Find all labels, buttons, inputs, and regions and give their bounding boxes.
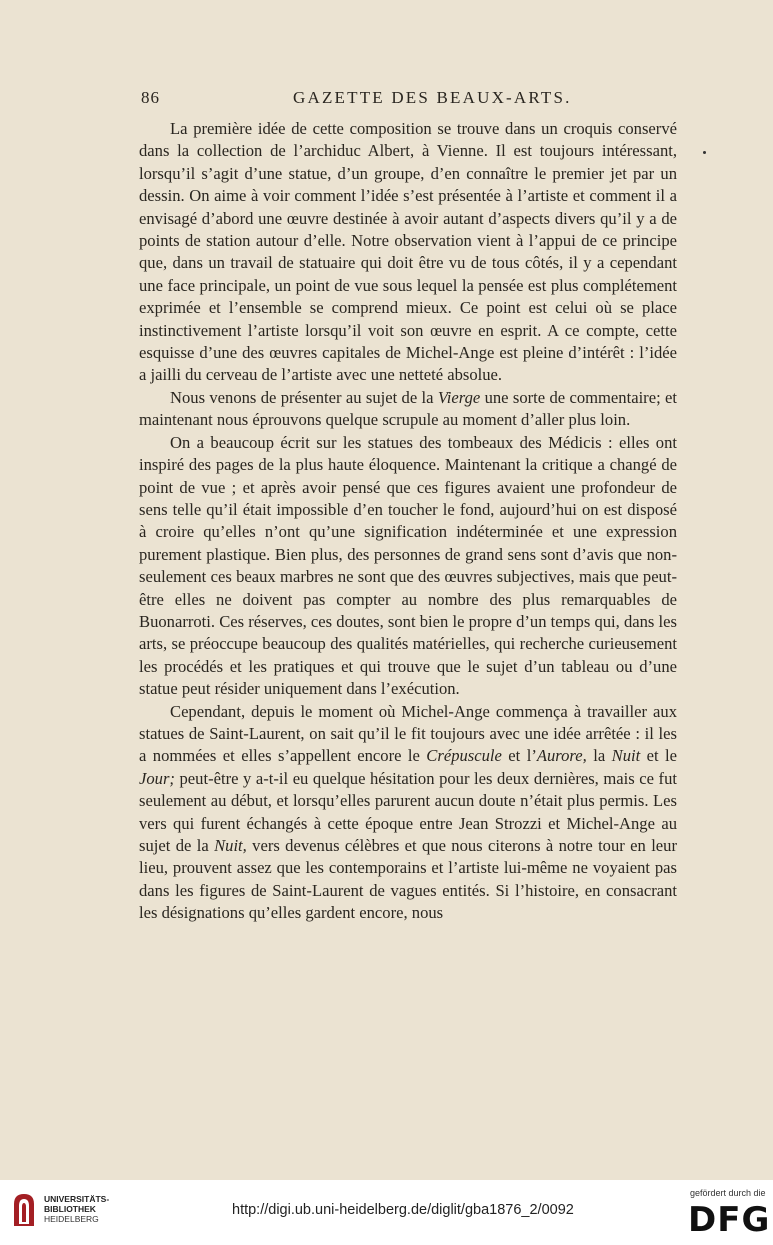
italic-term: Jour; (139, 768, 175, 788)
page-header (141, 88, 671, 112)
text-run: et l’ (501, 746, 537, 766)
text-run: et le (640, 746, 678, 766)
library-name-line1: UNIVERSITÄTS- (44, 1194, 110, 1204)
university-library-logo-icon (10, 1190, 38, 1230)
running-title: GAZETTE DES BEAUX-ARTS. (293, 88, 572, 107)
paragraph (139, 118, 677, 387)
italic-term: Vierge (437, 387, 481, 407)
paragraph (139, 432, 677, 701)
paragraph (139, 701, 677, 925)
italic-term: Aurore, (536, 746, 587, 766)
library-name-line2: BIBLIOTHEK (44, 1204, 96, 1214)
footer (0, 1180, 773, 1245)
text-run: vers devenus célèbres et que nous citerons à notre tour en leur lieu, prouvent assez que les contemporains et l’artiste lui-même ne voyaient pas dans les figures de Saint-Laurent de vagues entités. Si l’histoire, en consacrant les désignations qu’elles gardent encore, nous (139, 836, 677, 923)
italic-term: Crépuscule (426, 746, 502, 766)
text-run: peut-être y a-t-il eu quelque hésitation pour les deux dernières, mais ce fut seulement au début, et lorsqu’elles parurent aucun doute n’était plus permis. Les vers qui furent échangés à cette époque entre Jean Strozzi et Michel-Ange au sujet de la (139, 768, 677, 855)
body-text (139, 118, 677, 925)
italic-term: Nuit (611, 746, 641, 766)
text-run: Nous venons de présenter au sujet de la (170, 387, 438, 407)
sponsor-label: gefördert durch die (690, 1188, 766, 1198)
permalink-url[interactable]: http://digi.ub.uni-heidelberg.de/diglit/gba1876_2/0092 (232, 1202, 574, 1218)
paragraph (139, 387, 677, 432)
margin-mark (703, 151, 706, 154)
text-run: On a beaucoup écrit sur les statues des tombeaux des Médicis : elles ont inspiré des pages de la plus haute éloquence. Maintenant la critique a changé de point de vue ; et après avoir pensé que ces figures avaient une profondeur de sens telle qu’il était impossible d’en toucher le fond, aujourd’hui on est disposé à croire qu’elles n’ont qu’une signification indéterminée et une expression purement plastique. Bien plus, des personnes de grand sens sont d’avis que non-seulement ces beaux marbres ne sont que des œuvres subjectives, mais que peut-être elles ne doivent pas compter au nombre des plus remarquables de Buonarroti. Ces réserves, ces doutes, sont bien le propre d’un temps qui, dans les arts, se préoccupe beaucoup des qualités matérielles, qui recherche curieusement les procédés et les pratiques et qui trouve que le sujet d’un tableau ou d’une statue peut résider uniquement dans l’exécution. (139, 432, 677, 699)
page-number: 86 (141, 88, 160, 107)
text-run: La première idée de cette composition se trouve dans un croquis conservé dans la collection de l’archiduc Albert, à Vienne. Il est toujours intéressant, lorsqu’il s’agit d’une statue, d’un groupe, d’en connaître le premier jet par un dessin. On aime à voir comment l’idée s’est présentée à l’artiste et comment il a envisagé d’abord une œuvre destinée à avoir autant d’aspects divers qu’il y a de points de station autour d’elle. Notre observation vient à l’appui de ce principe que, dans un travail de statuaire qui doit être vu de tous côtés, il y a cependant une face principale, un point de vue sous lequel la pensée est plus complétement exprimée et l’ensemble se comprend mieux. Ce point est celui où se place instinctivement l’artiste lorsqu’il voit son œuvre en esprit. A ce compte, cette esquisse d’une des œuvres capitales de Michel-Ange est pleine d’intérêt : l’idée a jailli du cerveau de l’artiste avec une netteté absolue. (139, 119, 677, 385)
text-run: Cependant, depuis le moment où Michel-Ange commença à travailler aux statues de Saint-Laurent, on sait qu’il le fit toujours avec une idée arrêtée : il les a nommées et elles s’appellent encore le (139, 701, 677, 766)
library-name (44, 1194, 109, 1224)
italic-term: Nuit, (214, 836, 247, 855)
library-name-line3: HEIDELBERG (44, 1214, 99, 1224)
dfg-logo: DFG (688, 1200, 771, 1240)
text-run: une sorte de commentaire; et maintenant nous éprouvons quelque scrupule au moment d’aller plus loin. (139, 387, 677, 430)
text-run: la (586, 746, 612, 766)
